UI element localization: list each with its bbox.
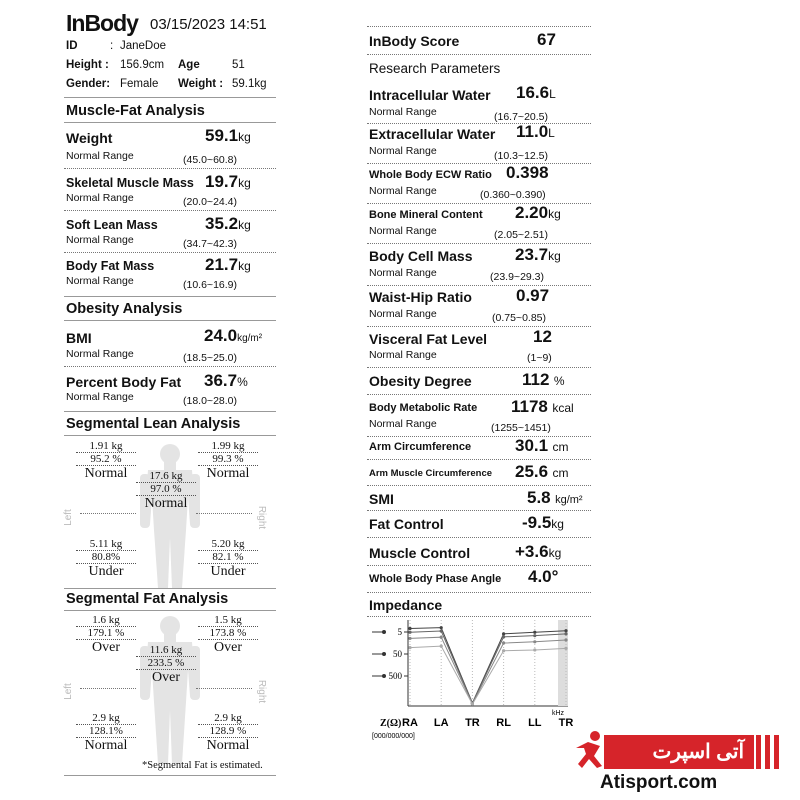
arm-circ-value: 30.1 cm [515, 436, 569, 455]
impedance-point [408, 646, 411, 649]
divider [367, 26, 591, 27]
impedance-point [564, 647, 567, 650]
seg-lean-title: Segmental Lean Analysis [66, 416, 241, 432]
icw-value: 16.6L [516, 83, 556, 102]
seg-status: Normal [206, 466, 250, 481]
seg-status: Normal [84, 738, 128, 753]
divider [367, 394, 591, 395]
range-value: (18.0~28.0) [183, 395, 237, 407]
brand-url[interactable]: Atisport.com [600, 772, 718, 793]
seg-pct: 97.0 % [136, 483, 196, 496]
impedance-point [408, 637, 411, 640]
divider [367, 285, 591, 286]
id-value: JaneDoe [120, 40, 167, 52]
obesity-degree-label: Obesity Degree [369, 373, 472, 389]
impedance-point [440, 645, 443, 648]
seg-lean-right-arm [76, 440, 136, 482]
impedance-point [533, 648, 536, 651]
divider [367, 326, 591, 327]
x-tick-label: TR [465, 717, 480, 729]
seg-pct: 82.1 % [198, 551, 258, 564]
x-tick-label: RA [402, 717, 418, 729]
divider [64, 775, 276, 776]
inbody-logo: InBody [66, 10, 138, 36]
seg-status: Under [210, 564, 246, 579]
divider [64, 366, 276, 367]
arm-circ-label: Arm Circumference [369, 441, 472, 453]
ecw-range: (10.3~12.5) [494, 150, 548, 162]
divider [367, 459, 591, 460]
bmc-value: 2.20kg [515, 203, 561, 222]
item-value: 36.7% [204, 371, 248, 390]
obesity-title: Obesity Analysis [66, 301, 183, 317]
side-label-right: Right [256, 679, 268, 704]
seg-pct: 128.9 % [198, 725, 258, 738]
vfl-range: (1~9) [527, 352, 552, 364]
fat-control-label: Fat Control [369, 516, 444, 532]
seg-kg: 5.20 kg [198, 538, 258, 551]
divider [367, 537, 591, 538]
muscle-control-label: Muscle Control [369, 545, 471, 561]
y-tick-label: 50 [393, 649, 402, 659]
normal-range-label: Normal Range [369, 106, 437, 118]
ecw-ratio-value: 0.398 [506, 163, 549, 182]
impedance-point [502, 641, 505, 644]
impedance-point [440, 626, 443, 629]
item-value: 19.7kg [205, 172, 251, 191]
item-value: 21.7kg [205, 255, 251, 274]
impedance-point [408, 631, 411, 634]
divider [64, 252, 276, 253]
y-tick-dot [382, 674, 386, 678]
impedance-point [502, 649, 505, 652]
bmc-range: (2.05~2.51) [494, 229, 548, 241]
seg-kg: 1.91 kg [76, 440, 136, 453]
inbody-score-label: InBody Score [369, 33, 460, 49]
arm-muscle-circ-label: Arm Muscle Circumference [369, 468, 493, 479]
x-tick-label: LA [433, 717, 449, 729]
seg-fat-title: Segmental Fat Analysis [66, 591, 229, 607]
phase-angle-label: Whole Body Phase Angle [369, 573, 502, 585]
seg-fat-footnote: *Segmental Fat is estimated. [142, 760, 263, 771]
seg-lean-left-arm [198, 440, 258, 482]
icw-label: Intracellular Water [369, 87, 491, 103]
bmr-label: Body Metabolic Rate [369, 402, 478, 414]
normal-range-label: Normal Range [66, 192, 134, 204]
muscle-fat-title: Muscle-Fat Analysis [66, 103, 205, 119]
x-tick-label: TR [558, 717, 574, 729]
x-prefix-label: Z(Ω) [380, 718, 402, 729]
brand-banner: آتی اسپرت [604, 735, 754, 769]
divider [64, 210, 276, 211]
divider [367, 485, 591, 486]
age-label: Age [178, 59, 200, 71]
seg-fat-left-arm [198, 614, 258, 656]
item-label: Skeletal Muscle Mass [66, 176, 194, 190]
id-sep: : [110, 40, 114, 52]
ecw-ratio-range: (0.360~0.390) [480, 189, 546, 201]
seg-fat-left-leg [198, 712, 258, 754]
seg-status: Under [88, 564, 124, 579]
id-label: ID [66, 40, 78, 52]
item-label: Soft Lean Mass [66, 218, 158, 232]
y-unit-label: kHz [551, 710, 564, 717]
ecw-value: 11.0L [516, 122, 555, 141]
impedance-point [564, 632, 567, 635]
whr-value: 0.97 [516, 286, 550, 305]
divider [64, 610, 276, 611]
fat-control-value: -9.5kg [522, 513, 564, 532]
divider [367, 123, 591, 124]
divider [367, 367, 591, 368]
side-label-left: Left [62, 509, 74, 526]
impedance-point [471, 703, 474, 706]
y-tick-label: 500 [388, 671, 402, 681]
item-value: 35.2kg [205, 214, 251, 233]
impedance-point [408, 627, 411, 630]
seg-pct: 128.1% [76, 725, 136, 738]
seg-fat-right-arm [76, 614, 136, 656]
impedance-point [564, 638, 567, 641]
divider [196, 513, 252, 514]
divider [64, 122, 276, 123]
divider [367, 243, 591, 244]
y-tick-label: 5 [397, 627, 402, 637]
seg-kg: 2.9 kg [76, 712, 136, 725]
bcm-label: Body Cell Mass [369, 248, 473, 264]
divider [367, 565, 591, 566]
seg-kg: 2.9 kg [198, 712, 258, 725]
ecw-label: Extracellular Water [369, 126, 496, 142]
bcm-range: (23.9~29.3) [490, 271, 544, 283]
seg-fat-right-leg [76, 712, 136, 754]
seg-pct: 173.8 % [198, 627, 258, 640]
normal-range-label: Normal Range [369, 418, 437, 430]
range-value: (18.5~25.0) [183, 352, 237, 364]
divider [64, 435, 276, 436]
bmr-range: (1255~1451) [491, 422, 551, 434]
seg-kg: 17.6 kg [136, 470, 196, 483]
bmr-value: 1178 kcal [511, 397, 574, 416]
gender-value: Female [120, 78, 159, 90]
seg-kg: 1.5 kg [198, 614, 258, 627]
y-tick-dot [382, 630, 386, 634]
bcm-value: 23.7kg [515, 245, 561, 264]
ecw-ratio-label: Whole Body ECW Ratio [369, 169, 492, 181]
item-label: BMI [66, 330, 92, 346]
height-value: 156.9cm [120, 59, 165, 71]
normal-range-label: Normal Range [369, 349, 437, 361]
x-tick-label: RL [496, 717, 511, 729]
chart-footer: [000/000/000] [372, 733, 415, 740]
normal-range-label: Normal Range [66, 275, 134, 287]
divider [64, 320, 276, 321]
seg-status: Normal [144, 496, 188, 511]
impedance-series-line [410, 628, 566, 703]
normal-range-label: Normal Range [66, 150, 134, 162]
item-value: 24.0kg/m² [204, 326, 263, 345]
range-value: (34.7~42.3) [183, 238, 237, 250]
inbody-score-value: 67 [537, 30, 556, 49]
impedance-point [564, 629, 567, 632]
divider [367, 163, 591, 164]
age-value: 51 [232, 59, 245, 71]
normal-range-label: Normal Range [369, 308, 437, 320]
seg-status: Over [92, 640, 120, 655]
side-label-right: Right [256, 505, 268, 530]
seg-status: Over [214, 640, 242, 655]
whr-range: (0.75~0.85) [492, 312, 546, 324]
impedance-point [440, 636, 443, 639]
seg-pct: 95.2 % [76, 453, 136, 466]
impedance-series-line [410, 631, 566, 703]
impedance-title: Impedance [369, 597, 443, 613]
seg-pct: 80.8% [76, 551, 136, 564]
range-value: (45.0~60.8) [183, 154, 237, 166]
icw-range: (16.7~20.5) [494, 111, 548, 123]
impedance-series-line [410, 646, 566, 704]
divider [367, 510, 591, 511]
normal-range-label: Normal Range [369, 185, 437, 197]
impedance-point [533, 631, 536, 634]
normal-range-label: Normal Range [369, 145, 437, 157]
normal-range-label: Normal Range [66, 391, 134, 403]
divider [196, 688, 252, 689]
seg-kg: 1.99 kg [198, 440, 258, 453]
normal-range-label: Normal Range [369, 267, 437, 279]
seg-lean-trunk [136, 470, 196, 512]
seg-status: Over [152, 670, 180, 685]
seg-fat-trunk [136, 644, 196, 686]
vfl-value: 12 [533, 327, 552, 346]
impedance-chart [368, 618, 583, 740]
height-label: Height : [66, 59, 109, 71]
whr-label: Waist-Hip Ratio [369, 289, 472, 305]
normal-range-label: Normal Range [66, 234, 134, 246]
seg-pct: 99.3 % [198, 453, 258, 466]
divider [64, 411, 276, 412]
seg-lean-right-leg [76, 538, 136, 580]
impedance-point [440, 629, 443, 632]
y-tick-dot [382, 652, 386, 656]
divider [64, 168, 276, 169]
smi-value: 5.8 kg/m² [527, 488, 583, 507]
research-params-title: Research Parameters [369, 61, 501, 76]
obesity-degree-value: 112 % [522, 370, 565, 389]
impedance-point [502, 632, 505, 635]
impedance-point [533, 640, 536, 643]
range-value: (20.0~24.4) [183, 196, 237, 208]
normal-range-label: Normal Range [369, 225, 437, 237]
divider [64, 97, 276, 98]
gender-label: Gender: [66, 78, 111, 90]
weight-value: 59.1kg [232, 78, 267, 90]
arm-muscle-circ-value: 25.6 cm [515, 462, 569, 481]
seg-lean-left-leg [198, 538, 258, 580]
seg-pct: 179.1 % [76, 627, 136, 640]
weight-label: Weight : [178, 78, 224, 90]
normal-range-label: Normal Range [66, 348, 134, 360]
seg-status: Normal [206, 738, 250, 753]
seg-kg: 11.6 kg [136, 644, 196, 657]
test-datetime: 03/15/2023 14:51 [150, 16, 267, 33]
side-label-left: Left [62, 683, 74, 700]
divider [64, 588, 276, 589]
divider [367, 54, 591, 55]
divider [80, 688, 136, 689]
bmc-label: Bone Mineral Content [369, 209, 483, 221]
seg-kg: 5.11 kg [76, 538, 136, 551]
item-label: Body Fat Mass [66, 259, 155, 273]
seg-kg: 1.6 kg [76, 614, 136, 627]
seg-pct: 233.5 % [136, 657, 196, 670]
seg-status: Normal [84, 466, 128, 481]
item-label: Percent Body Fat [66, 374, 182, 390]
vfl-label: Visceral Fat Level [369, 331, 488, 347]
item-label: Weight [66, 130, 113, 146]
brand-stripes [754, 735, 784, 769]
divider [64, 296, 276, 297]
divider [367, 616, 591, 617]
x-tick-label: LL [528, 717, 542, 729]
range-value: (10.6~16.9) [183, 279, 237, 291]
impedance-point [533, 634, 536, 637]
divider [367, 592, 591, 593]
item-value: 59.1kg [205, 126, 251, 145]
phase-angle-value: 4.0° [528, 567, 559, 586]
runner-logo-icon [570, 728, 606, 772]
muscle-control-value: +3.6kg [515, 542, 562, 561]
divider [80, 513, 136, 514]
smi-label: SMI [369, 491, 394, 507]
impedance-point [502, 635, 505, 638]
